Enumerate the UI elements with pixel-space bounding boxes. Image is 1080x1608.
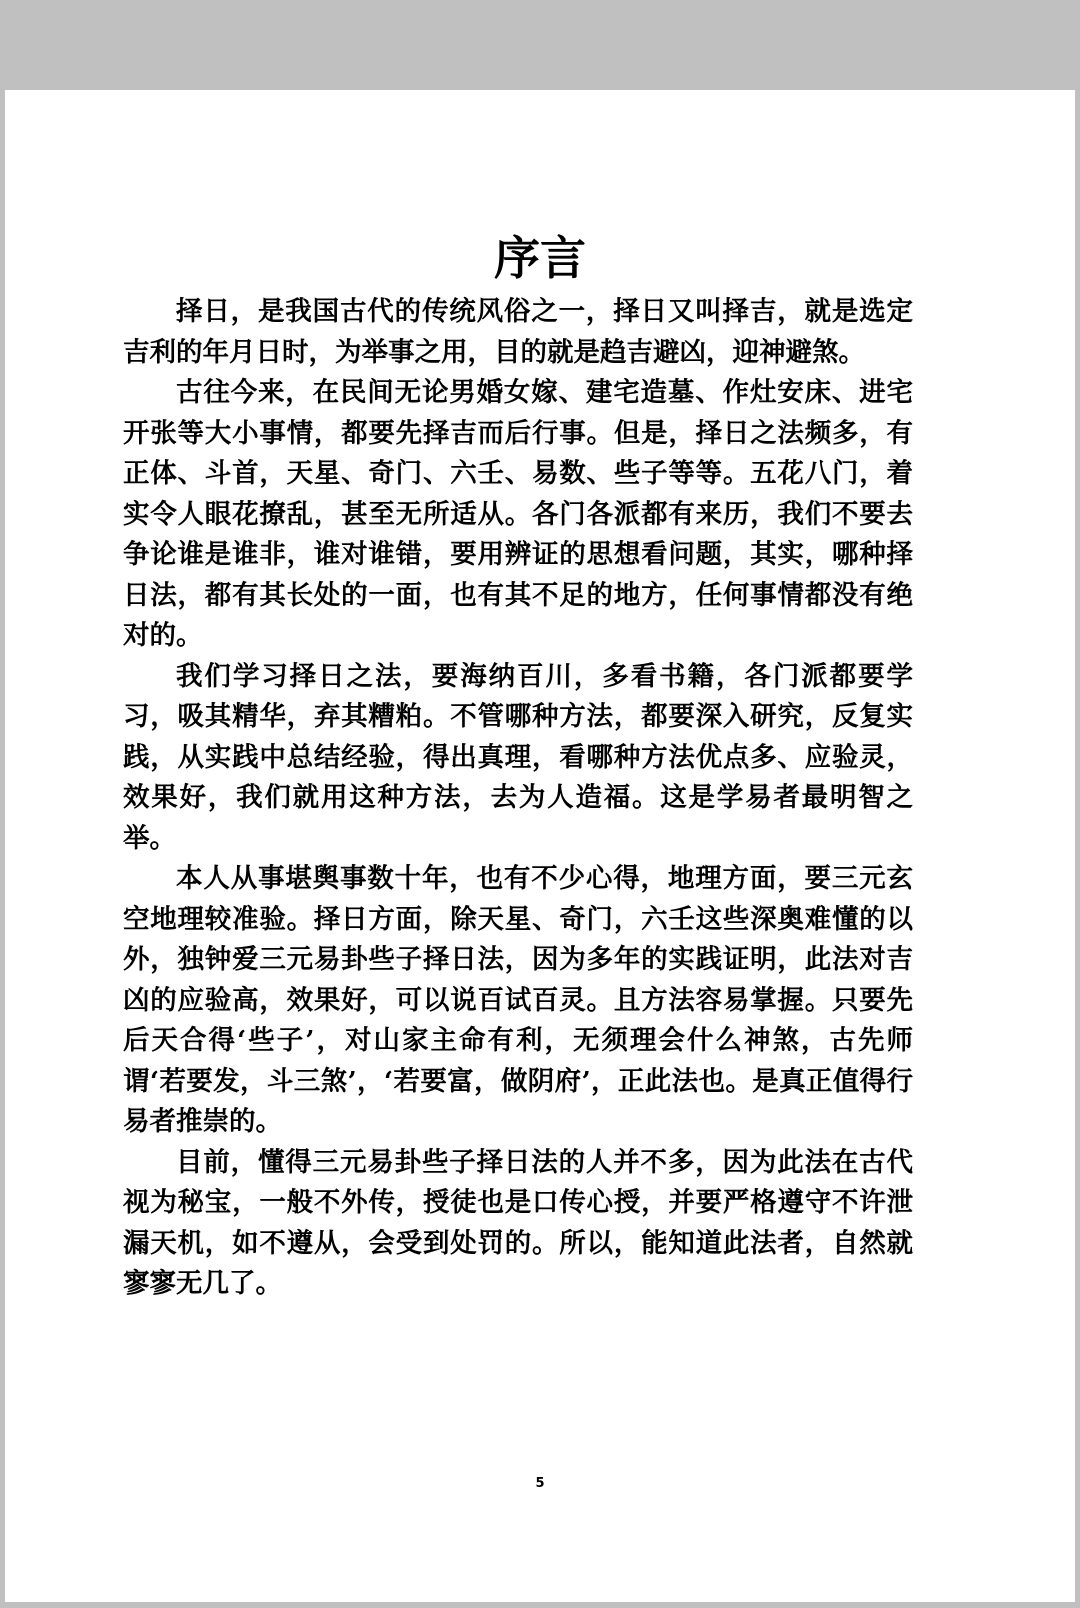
document-page bbox=[5, 90, 1075, 1602]
body-text bbox=[123, 292, 913, 1305]
paragraph-5: 目前，懂得三元易卦些子择日法的人并不多，因为此法在古代视为秘宝，一般不外传，授徒也是口传心授，并要严格遵守不许泄漏天机，如不遵从，会受到处罚的。所以，能知道此法者，自然就寥寥无几了。 bbox=[123, 1146, 913, 1299]
paragraph-1: 择日，是我国古代的传统风俗之一，择日又叫择吉，就是选定吉利的年月日时，为举事之用，目的就是趋吉避凶，迎神避煞。 bbox=[123, 296, 913, 368]
paragraph-2: 古往今来，在民间无论男婚女嫁、建宅造墓、作灶安床、进宅开张等大小事情，都要先择吉而后行事。但是，择日之法频多，有正体、斗首，天星、奇门、六壬、易数、些子等等。五花八门，着实令人眼花撩乱，甚至无所适从。各门各派都有来历，我们不要去争论谁是谁非，谁对谁错，要用辨证的思想看问题，其实，哪种择日法，都有其长处的一面，也有其不足的地方，任何事情都没有绝对的。 bbox=[123, 377, 913, 651]
paragraph-4: 本人从事堪舆事数十年，也有不少心得，地理方面，要三元玄空地理较准验。择日方面，除天星、奇门，六壬这些深奥难懂的以外，独钟爱三元易卦些子择日法，因为多年的实践证明，此法对吉凶的应验高，效果好，可以说百试百灵。且方法容易掌握。只要先后天合得‘些子’，对山家主命有利，无须理会什么神煞，古先师谓‘若要发，斗三煞’，‘若要富，做阴府’，正此法也。是真正值得行易者推崇的。 bbox=[123, 863, 913, 1137]
page-title: 序言 bbox=[494, 231, 586, 285]
page-number: 5 bbox=[535, 1476, 545, 1491]
paragraph-3: 我们学习择日之法，要海纳百川，多看书籍，各门派都要学习，吸其精华，弃其糟粕。不管哪种方法，都要深入研究，反复实践，从实践中总结经验，得出真理，看哪种方法优点多、应验灵，效果好，我们就用这种方法，去为人造福。这是学易者最明智之举。 bbox=[123, 660, 913, 854]
